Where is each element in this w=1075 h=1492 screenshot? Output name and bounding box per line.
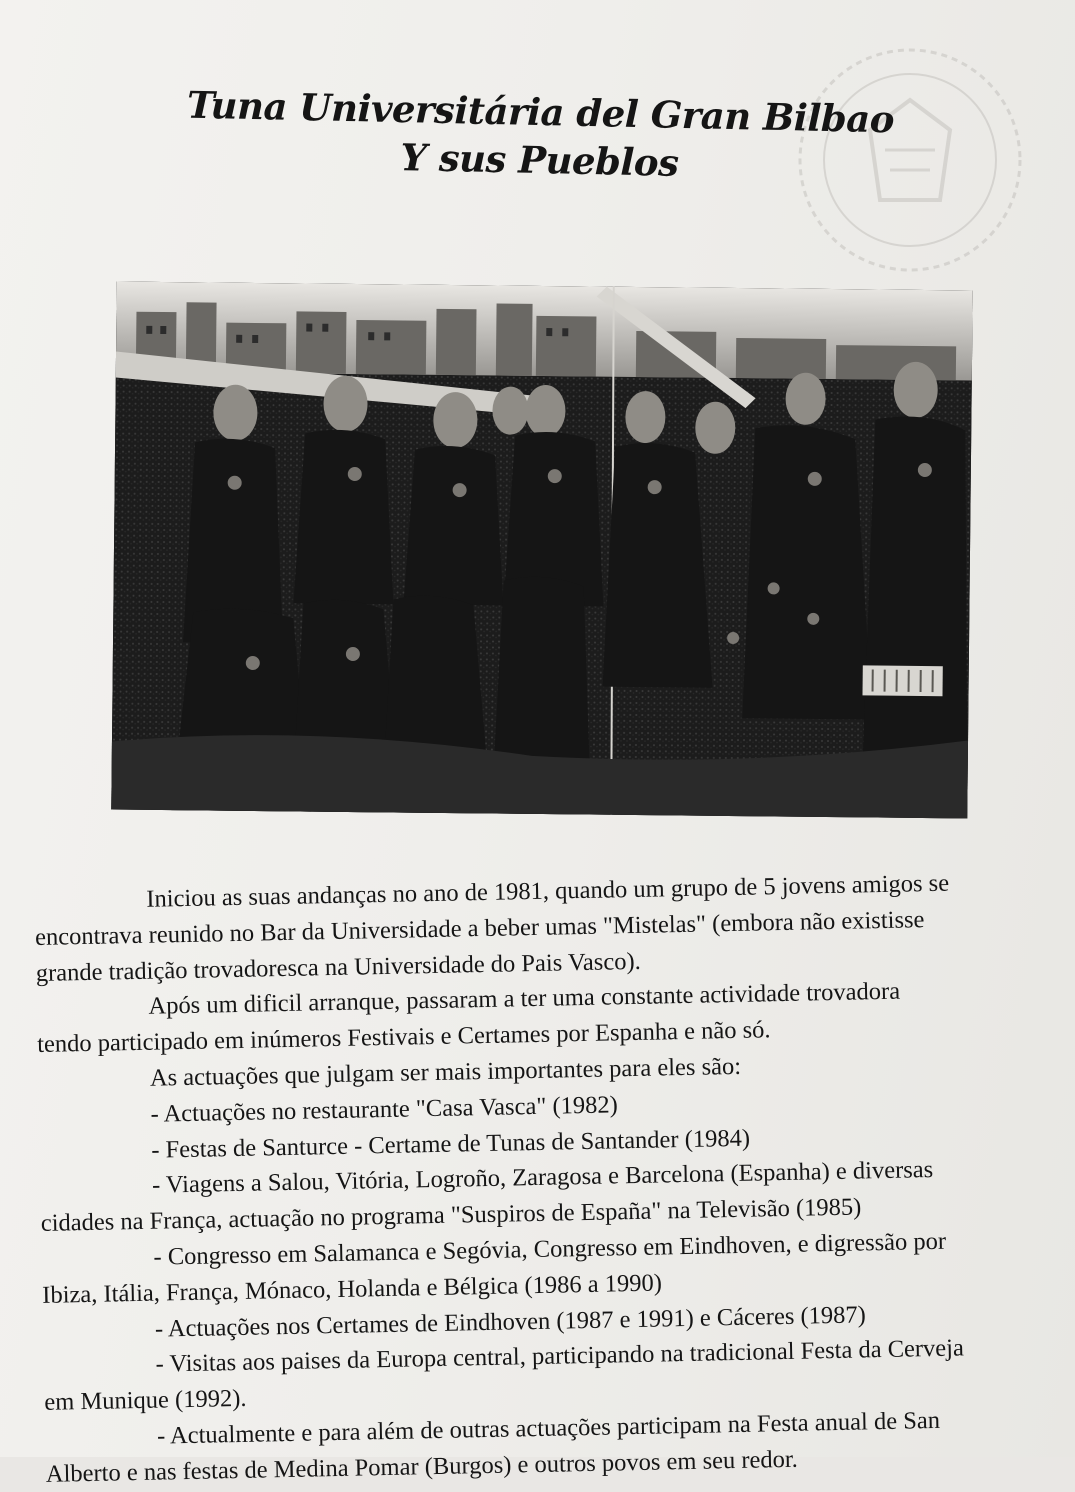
paragraph-1-line-1: Iniciou as suas andanças no ano de 1981, quando um grupo de 5 jovens amigos se	[34, 864, 1055, 920]
list-item-continuation: cidades na França, actuação no programa "Suspiros de España" na Televisão (1985)	[40, 1186, 1061, 1242]
list-item: - Visitas aos paises da Europa central, participando na tradicional Festa da Cerveja	[43, 1329, 1064, 1385]
list-item: - Congresso em Salamanca e Segóvia, Congresso em Eindhoven, e digressão por	[41, 1221, 1062, 1277]
title-line-2: Y sus Pueblos	[179, 128, 900, 191]
list-item: - Actuações no restaurante "Casa Vasca" (1982)	[38, 1078, 1059, 1134]
list-item-continuation: Ibiza, Itália, França, Mónaco, Holanda e Bélgica (1986 a 1990)	[42, 1257, 1063, 1313]
page-title	[179, 80, 901, 191]
paragraph-2-line-1: Após um dificil arranque, passaram a ter uma constante actividade trovadora	[36, 971, 1057, 1027]
list-item-continuation: em Munique (1992).	[44, 1365, 1065, 1421]
list-item: - Viagens a Salou, Vitória, Logroño, Zaragosa e Barcelona (Espanha) e diversas	[40, 1150, 1061, 1206]
list-item-continuation: Alberto e nas festas de Medina Pomar (Burgos) e outros povos em seu redor.	[45, 1436, 1066, 1492]
list-item: - Festas de Santurce - Certame de Tunas de Santander (1984)	[39, 1114, 1060, 1170]
list-item: - Actualmente e para além de outras actuações participam na Festa anual de San	[45, 1400, 1066, 1456]
paragraph-1-line-2: encontrava reunido no Bar da Universidade a beber umas "Mistelas" (embora não existisse	[35, 899, 1056, 955]
body-text	[34, 864, 1066, 1492]
paragraph-1-line-3: grande tradição trovadoresca na Universidade do Pais Vasco).	[35, 935, 1056, 991]
group-photo-image	[111, 282, 972, 819]
group-photo	[111, 282, 972, 819]
paragraph-3: As actuações que julgam ser mais importantes para eles são:	[38, 1042, 1059, 1098]
title-line-1: Tuna Universitária del Gran Bilbao	[180, 80, 901, 143]
list-item: - Actuações nos Certames de Eindhoven (1987 e 1991) e Cáceres (1987)	[43, 1293, 1064, 1349]
paragraph-2-line-2: tendo participado em inúmeros Festivais e Certames por Espanha e não só.	[37, 1007, 1058, 1063]
